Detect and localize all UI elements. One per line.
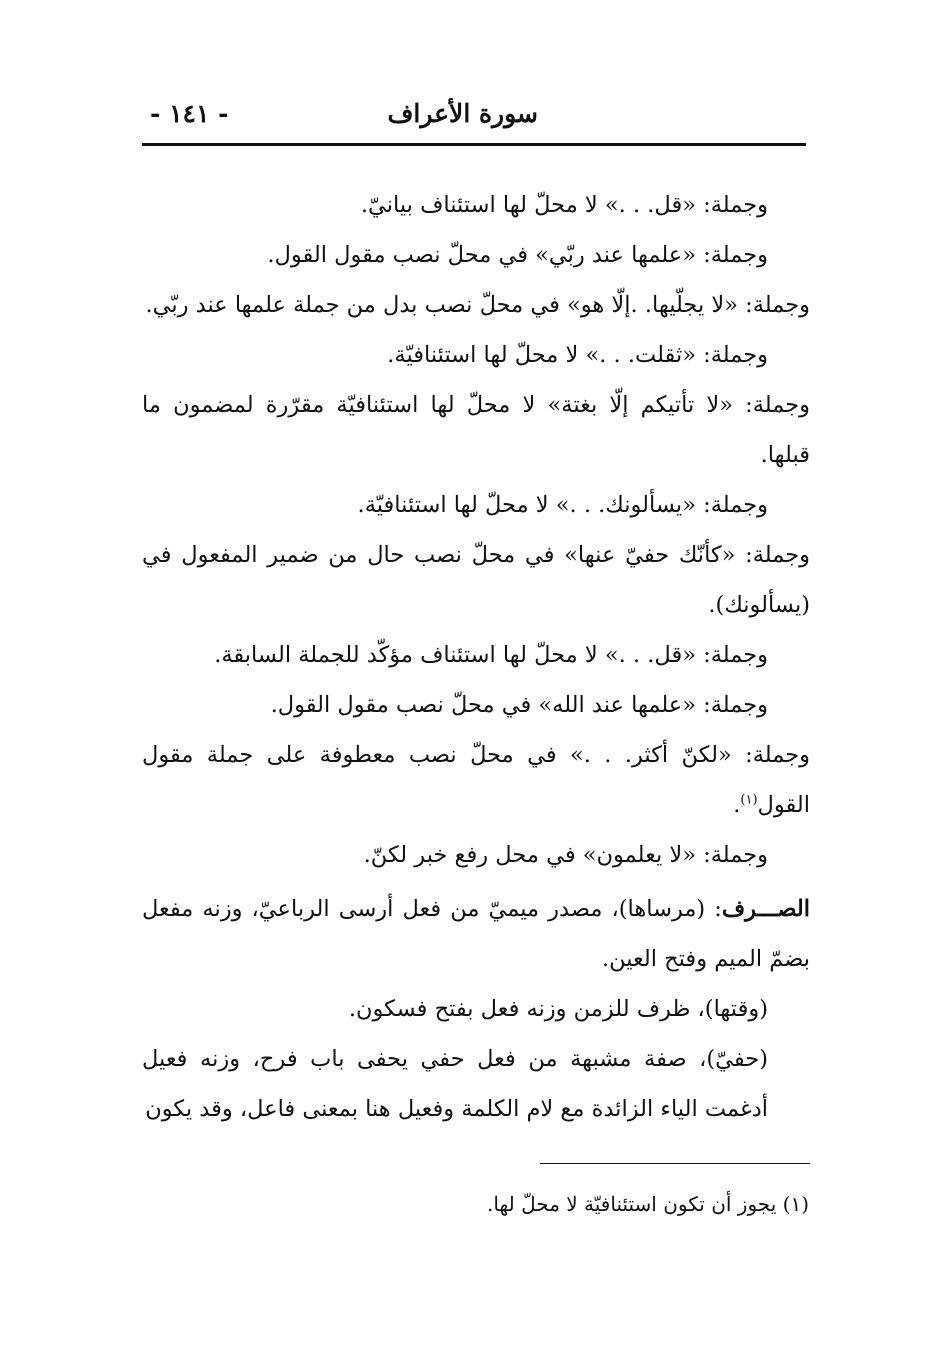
sarf-text: : (مرساها)، مصدر ميميّ من فعل أرسى الرباعيّ، وزنه مفعل بضمّ الميم وفتح العين. [142,896,810,972]
footnote: (١) يجوز أن تكون استئنافيّة لا محلّ لها. [487,1192,809,1216]
text-line-11: وجملة: «لا يعلمون» في محل رفع خبر لكنّ. [363,842,768,868]
sarf-paragraph [142,884,810,984]
text-line-3: وجملة: «لا يجلّيها. .إلّا هو» في محلّ نصب بدل من جملة علمها عند ربّي. [145,292,810,318]
text-line-10-end: . [733,792,741,818]
text-line-10-body: وجملة: «لكنّ أكثر. . .» في محلّ نصب معطوفة على جملة مقول القول [142,742,810,818]
footnote-marker: (١) [740,792,758,808]
main-text [142,180,810,1134]
footnote-divider [540,1163,810,1164]
text-line-6: وجملة: «يسألونك. . .» لا محلّ لها استئنافيّة. [357,492,768,518]
page-title: سورة الأعراف [387,99,538,128]
text-line-9: وجملة: «علمها عند الله» في محلّ نصب مقول القول. [270,692,768,718]
text-line-10 [142,730,810,830]
page-number: - ١٤١ - [150,99,229,128]
hafiy-paragraph: (حفيّ)، صفة مشبهة من فعل حفي يحفى باب فرح، وزنه فعيل أدغمت الياء الزائدة مع لام الكلمة وفعيل هنا بمعنى فاعل، وقد يكون [142,1046,768,1122]
text-line-7: وجملة: «كأنّك حفيّ عنها» في محلّ نصب حال من ضمير المفعول في (يسألونك). [142,542,810,618]
text-line-1: وجملة: «قل. . .» لا محلّ لها استئناف بيانيّ. [360,192,768,218]
sarf-label: الصـــرف [721,896,810,922]
text-line-8: وجملة: «قل. . .» لا محلّ لها استئناف مؤكّد للجملة السابقة. [214,642,768,668]
text-line-5: وجملة: «لا تأتيكم إلّا بغتة» لا محلّ لها استئنافيّة مقرّرة لمضمون ما قبلها. [142,392,810,468]
text-line-2: وجملة: «علمها عند ربّي» في محلّ نصب مقول القول. [267,242,768,268]
waqt-paragraph: (وقتها)، ظرف للزمن وزنه فعل بفتح فسكون. [348,996,768,1022]
page-header [142,95,806,146]
text-line-4: وجملة: «ثقلت. . .» لا محلّ لها استئنافيّة. [387,342,768,368]
